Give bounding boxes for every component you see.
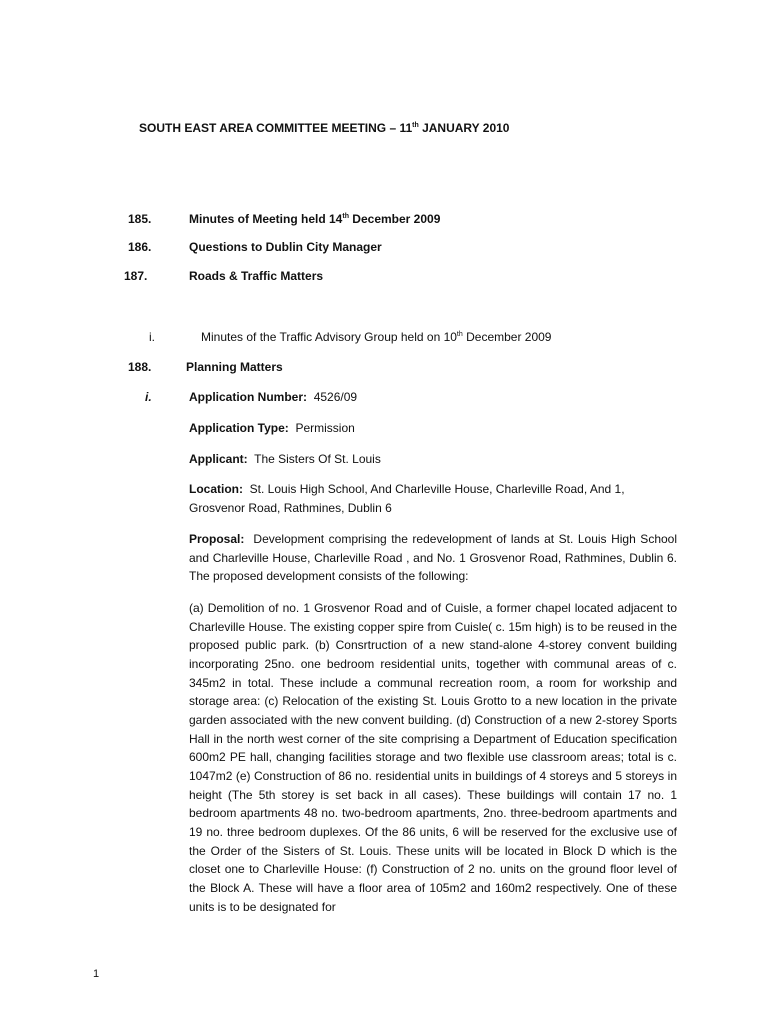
application-number-row: [189, 388, 677, 407]
subitem-text: Minutes of the Traffic Advisory Group held on 10th December 2009: [201, 330, 552, 344]
application-type-row: [189, 419, 677, 438]
agenda-item-187-number: 187.: [124, 269, 148, 283]
proposal-details-paragraph: (a) Demolition of no. 1 Grosvenor Road and of Cuisle, a former chapel located adjacent to Charleville House. The existing copper spire from Cuisle( c. 15m high) is to be reused in the proposed public park. (b) Consrtruction of a new stand-alone 4-storey convent building incorporating 25no. one bedroom residential units, together with communal areas of c. 345m2 in total. These include a communal recreation room, a room for workship and storage area: (c) Relocation of the existing St. Louis Grotto to a new location in the private garden associated with the new convent building. (d) Construction of a new 2-storey Sports Hall in the north west corner of the site comprising a Department of Education specification 600m2 PE hall, changing facilities storage and two flexible use classroom areas; total is c. 1047m2 (e) Construction of 86 no. residential units in buildings of 4 storeys and 5 storeys in height (The 5th storey is set back in all cases). These buildings will contain 17 no. 1 bedroom apartments 48 no. two-bedroom apartments, 2no. three-bedroom apartments and 19 no. three bedroom duplexes. Of the 86 units, 6 will be reserved for the exclusive use of the Order of the Sisters of St. Louis. These units will be located in Block D which is the closet one to Charleville House: (f) Construction of 2 no. units on the ground floor level of the Block A. These will have a floor area of 105m2 and 160m2 respectively. One of these units is to be designated for: [189, 601, 677, 914]
location-label: Location:: [189, 482, 243, 496]
proposal-text: Development comprising the redevelopment of lands at St. Louis High School and Charleville House, Charleville Road , and No. 1 Grosvenor Road, Rathmines, Dublin 6. The proposed development consists of the following:: [189, 532, 678, 584]
subitem-number: i.: [149, 330, 155, 344]
application-roman-numeral: i.: [145, 390, 152, 404]
proposal-label: Proposal:: [189, 532, 245, 546]
agenda-item-188-number: 188.: [128, 360, 152, 374]
agenda-item-185-title: Minutes of Meeting held 14th December 2009: [189, 212, 441, 226]
application-number-value: 4526/09: [313, 390, 358, 404]
agenda-item-185-number: 185.: [128, 212, 152, 226]
application-type-value: Permission: [295, 421, 355, 435]
agenda-item-186-number: 186.: [128, 240, 152, 254]
location-row: [189, 480, 677, 518]
applicant-value: The Sisters Of St. Louis: [254, 452, 381, 466]
agenda-item-187-title: Roads & Traffic Matters: [189, 269, 324, 283]
applicant-row: [189, 450, 677, 469]
applicant-label: Applicant:: [189, 452, 248, 466]
proposal-paragraph: [189, 530, 677, 586]
location-value: St. Louis High School, And Charleville House, Charleville Road, And 1, Grosvenor Road, Rathmines, Dublin 6: [189, 482, 625, 515]
document-title: SOUTH EAST AREA COMMITTEE MEETING – 11th JANUARY 2010: [139, 121, 510, 135]
application-number-label: Application Number:: [189, 390, 308, 404]
page-number: 1: [93, 968, 100, 980]
agenda-item-186-title: Questions to Dublin City Manager: [189, 240, 382, 254]
agenda-item-188-title: Planning Matters: [186, 360, 283, 374]
application-type-label: Application Type:: [189, 421, 289, 435]
